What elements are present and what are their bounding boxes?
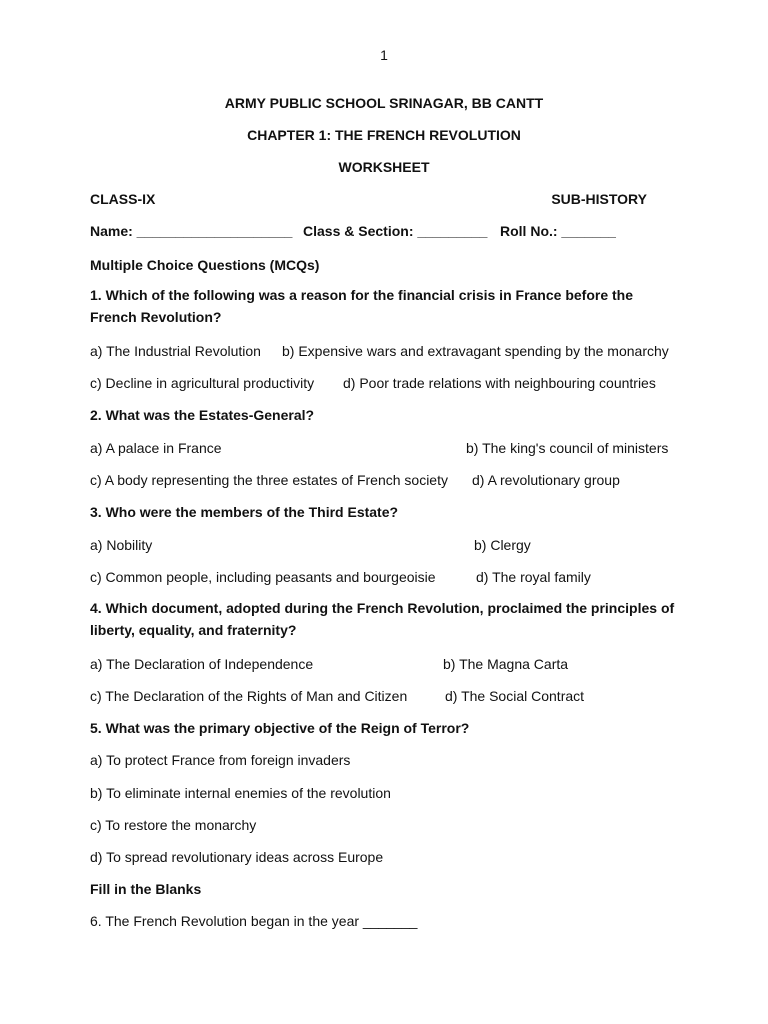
question-5-option-a: a) To protect France from foreign invaders <box>90 752 351 768</box>
question-1-option-b: b) Expensive wars and extravagant spending by the monarchy <box>282 343 669 359</box>
school-name: ARMY PUBLIC SCHOOL SRINAGAR, BB CANTT <box>224 95 544 111</box>
question-3-option-c: c) Common people, including peasants and bourgeoisie <box>90 569 436 585</box>
question-4-option-a: a) The Declaration of Independence <box>90 656 314 672</box>
question-2-option-d: d) A revolutionary group <box>472 472 620 488</box>
question-1-option-a: a) The Industrial Revolution <box>90 343 261 359</box>
chapter-title: CHAPTER 1: THE FRENCH REVOLUTION <box>247 127 521 143</box>
question-5: 5. What was the primary objective of the Reign of Terror? <box>90 720 470 736</box>
question-1: 1. Which of the following was a reason for the financial crisis in France before the French Revolution? <box>90 287 633 325</box>
question-4-option-d: d) The Social Contract <box>445 688 585 704</box>
question-3-option-d: d) The royal family <box>476 569 591 585</box>
name-field: Name: ____________________ <box>90 223 293 239</box>
question-4-option-c: c) The Declaration of the Rights of Man and Citizen <box>90 688 408 704</box>
page-number: 1 <box>380 47 388 63</box>
question-3: 3. Who were the members of the Third Estate? <box>90 504 399 520</box>
question-2-option-a: a) A palace in France <box>90 440 222 456</box>
mcq-section-title: Multiple Choice Questions (MCQs) <box>90 257 320 273</box>
class-section-field: Class & Section: _________ <box>303 223 488 239</box>
subject-label: SUB-HISTORY <box>551 191 647 207</box>
question-4: 4. Which document, adopted during the French Revolution, proclaimed the principles of liberty, equality, and fraternity? <box>90 600 675 638</box>
fill-blanks-section-title: Fill in the Blanks <box>90 881 202 897</box>
question-6: 6. The French Revolution began in the year _______ <box>90 913 418 929</box>
class-label: CLASS-IX <box>90 191 156 207</box>
question-3-option-a: a) Nobility <box>90 537 153 553</box>
question-1-option-d: d) Poor trade relations with neighbouring countries <box>343 375 656 391</box>
question-5-option-d: d) To spread revolutionary ideas across Europe <box>90 849 384 865</box>
question-5-option-c: c) To restore the monarchy <box>90 817 257 833</box>
question-3-option-b: b) Clergy <box>474 537 531 553</box>
worksheet-title: WORKSHEET <box>338 159 430 175</box>
question-1-option-c: c) Decline in agricultural productivity <box>90 375 315 391</box>
question-4-option-b: b) The Magna Carta <box>443 656 569 672</box>
question-2: 2. What was the Estates-General? <box>90 407 315 423</box>
question-5-option-b: b) To eliminate internal enemies of the revolution <box>90 785 391 801</box>
question-2-option-c: c) A body representing the three estates of French society <box>90 472 448 488</box>
question-2-option-b: b) The king's council of ministers <box>466 440 669 456</box>
roll-no-field: Roll No.: _______ <box>500 223 616 239</box>
